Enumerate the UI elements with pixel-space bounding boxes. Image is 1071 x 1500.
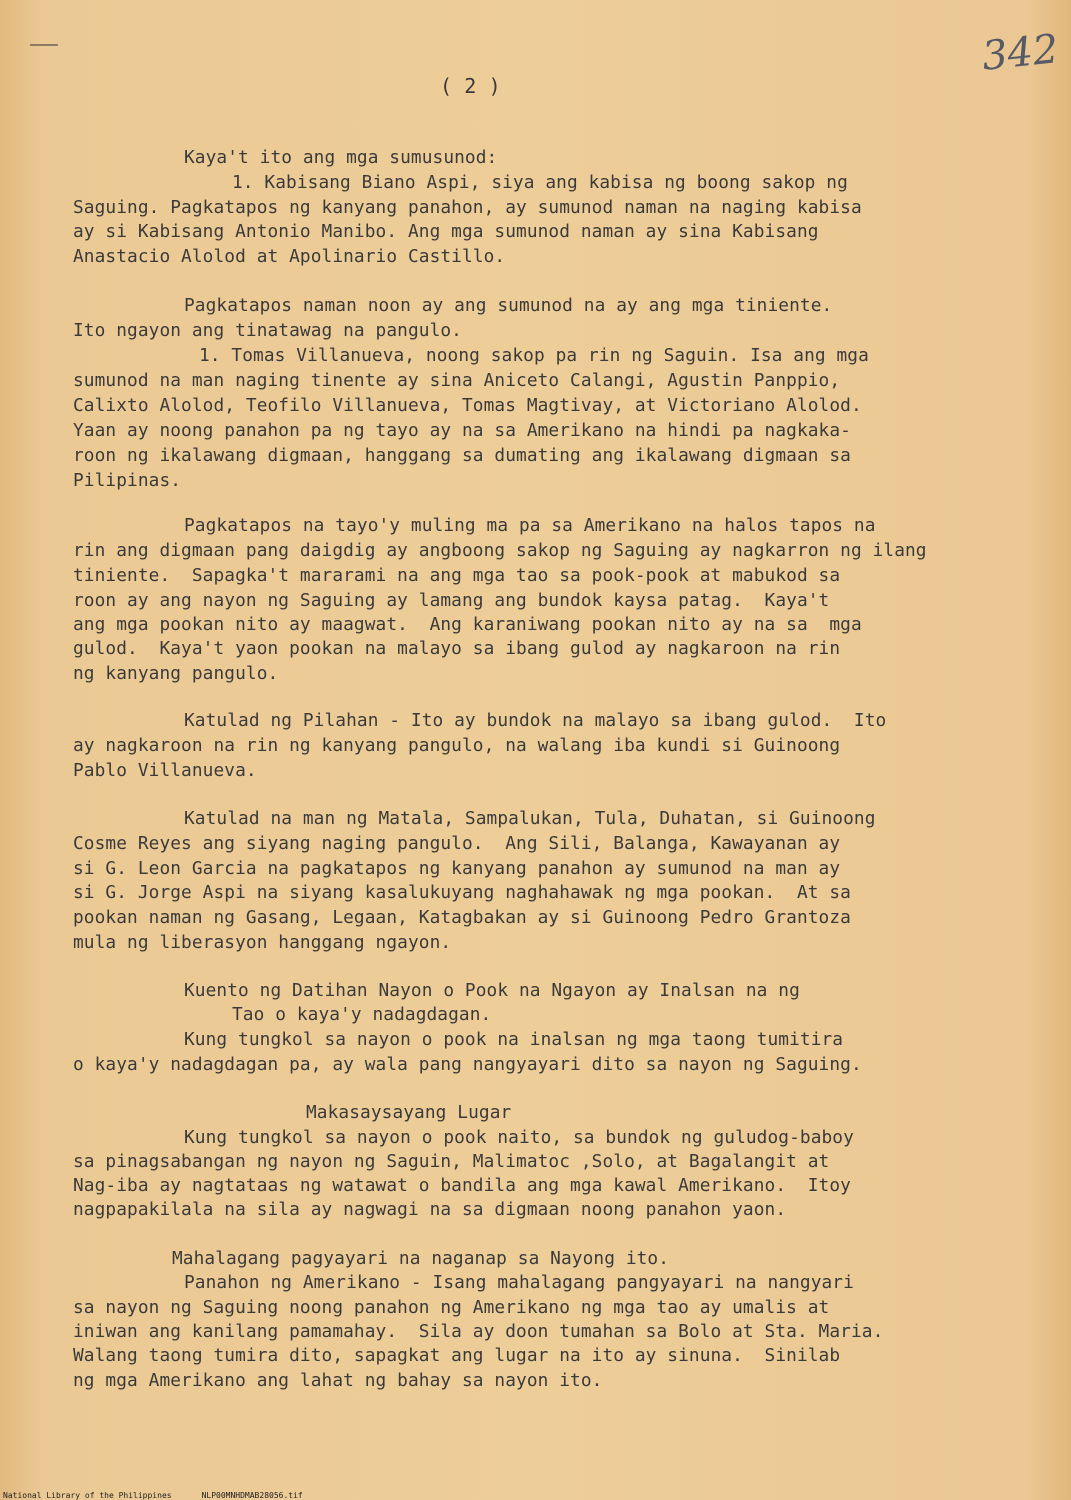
text-line: pookan naman ng Gasang, Legaan, Katagbakan ay si Guinoong Pedro Grantoza: [73, 907, 851, 928]
text-line: gulod. Kaya't yaon pookan na malayo sa ibang gulod ay nagkaroon na rin: [73, 638, 841, 659]
text-line: tiniente. Sapagka't mararami na ang mga tao sa pook-pook at mabukod sa: [73, 565, 841, 586]
text-line: ang mga pookan nito ay maagwat. Ang karaniwang pookan nito ay na sa mga: [73, 614, 862, 635]
text-line: Kung tungkol sa nayon o pook naito, sa bundok ng guludog-baboy: [184, 1127, 854, 1148]
text-line: ay nagkaroon na rin ng kanyang pangulo, na walang iba kundi si Guinoong: [73, 735, 841, 756]
text-line: o kaya'y nadagdagan pa, ay wala pang nangyayari dito sa nayon ng Saguing.: [73, 1054, 862, 1075]
text-line: Walang taong tumira dito, sapagkat ang lugar na ito ay sinuna. Sinilab: [73, 1345, 841, 1366]
text-line: Nag-iba ay nagtataas ng watawat o bandila ang mga kawal Amerikano. Itoy: [73, 1175, 851, 1196]
text-line: roon ng ikalawang digmaan, hanggang sa dumating ang ikalawang digmaan sa: [73, 445, 851, 466]
text-line: Pagkatapos naman noon ay ang sumunod na ay ang mga tiniente.: [184, 295, 833, 316]
text-line: iniwan ang kanilang pamamahay. Sila ay doon tumahan sa Bolo at Sta. Maria.: [73, 1321, 884, 1342]
file-name: NLP00MNHDMAB28056.tif: [201, 1491, 303, 1500]
text-line: Katulad ng Pilahan - Ito ay bundok na malayo sa ibang gulod. Ito: [184, 710, 887, 731]
page-number: ( 2 ): [440, 74, 501, 98]
library-name: National Library of the Philippines: [3, 1491, 172, 1500]
text-line: 1. Kabisang Biano Aspi, siya ang kabisa ng boong sakop ng: [232, 172, 848, 193]
section-heading: Tao o kaya'y nadagdagan.: [232, 1004, 492, 1025]
text-line: mula ng liberasyon hanggang ngayon.: [73, 932, 452, 953]
text-line: 1. Tomas Villanueva, noong sakop pa rin ng Saguin. Isa ang mga: [199, 345, 869, 366]
text-line: rin ang digmaan pang daigdig ay angboong sakop ng Saguing ay nagkarron ng ilang: [73, 540, 927, 561]
text-line: Kaya't ito ang mga sumusunod:: [184, 147, 498, 168]
text-line: sumunod na man naging tinente ay sina Aniceto Calangi, Agustin Panppio,: [73, 370, 841, 391]
text-line: ng mga Amerikano ang lahat ng bahay sa nayon ito.: [73, 1370, 603, 1391]
folio-number: 342: [979, 26, 1061, 80]
text-line: nagpapakilala na sila ay nagwagi na sa digmaan noong panahon yaon.: [73, 1199, 787, 1220]
text-line: ay si Kabisang Antonio Manibo. Ang mga sumunod naman ay sina Kabisang: [73, 221, 819, 242]
text-line: Calixto Alolod, Teofilo Villanueva, Tomas Magtivay, at Victoriano Alolod.: [73, 395, 862, 416]
text-line: Pablo Villanueva.: [73, 760, 257, 781]
text-line: Pagkatapos na tayo'y muling ma pa sa Amerikano na halos tapos na: [184, 515, 876, 536]
text-line: Katulad na man ng Matala, Sampalukan, Tula, Duhatan, si Guinoong: [184, 808, 876, 829]
text-line: Ito ngayon ang tinatawag na pangulo.: [73, 320, 462, 341]
section-heading: Mahalagang pagyayari na naganap sa Nayong ito.: [172, 1248, 670, 1269]
text-line: Cosme Reyes ang siyang naging pangulo. Ang Sili, Balanga, Kawayanan ay: [73, 833, 841, 854]
margin-mark: [30, 44, 58, 46]
text-line: roon ay ang nayon ng Saguing ay lamang ang bundok kaysa patag. Kaya't: [73, 590, 830, 611]
text-line: si G. Jorge Aspi na siyang kasalukuyang naghahawak ng mga pookan. At sa: [73, 882, 851, 903]
text-line: ng kanyang pangulo.: [73, 663, 279, 684]
section-heading: Kuento ng Datihan Nayon o Pook na Ngayon ay Inalsan na ng: [184, 980, 800, 1001]
text-line: Panahon ng Amerikano - Isang mahalagang pangyayari na nangyari: [184, 1272, 854, 1293]
text-line: Anastacio Alolod at Apolinario Castillo.: [73, 246, 506, 267]
archive-footer: [3, 1491, 333, 1500]
text-line: Saguing. Pagkatapos ng kanyang panahon, ay sumunod naman na naging kabisa: [73, 197, 862, 218]
section-heading: Makasaysayang Lugar: [306, 1102, 512, 1123]
text-line: sa pinagsabangan ng nayon ng Saguin, Malimatoc ,Solo, at Bagalangit at: [73, 1151, 830, 1172]
text-line: si G. Leon Garcia na pagkatapos ng kanyang panahon ay sumunod na man ay: [73, 858, 841, 879]
text-line: sa nayon ng Saguing noong panahon ng Amerikano ng mga tao ay umalis at: [73, 1297, 830, 1318]
text-line: Kung tungkol sa nayon o pook na inalsan ng mga taong tumitira: [184, 1029, 844, 1050]
text-line: Pilipinas.: [73, 470, 182, 491]
text-line: Yaan ay noong panahon pa ng tayo ay na sa Amerikano na hindi pa nagkaka-: [73, 420, 851, 441]
